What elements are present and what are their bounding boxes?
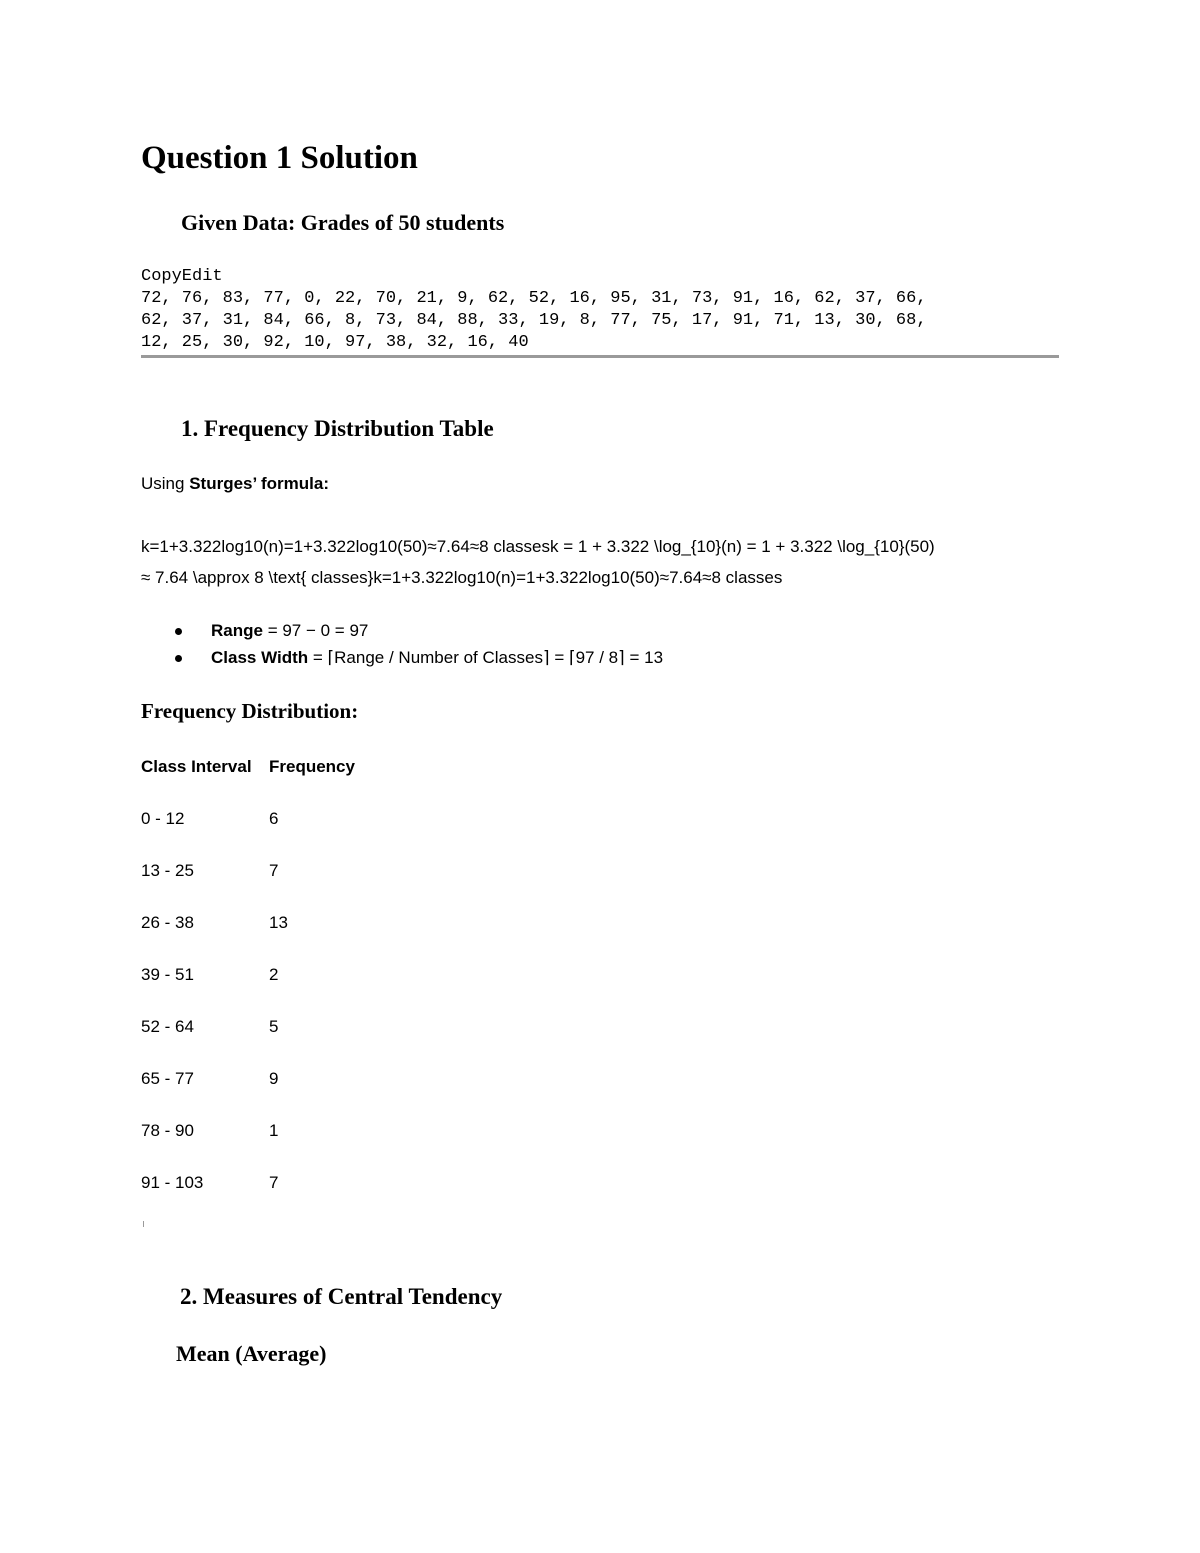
class-interval-cell: 26 - 38 bbox=[141, 913, 194, 932]
bullet-icon bbox=[175, 655, 182, 662]
bullet-icon bbox=[175, 628, 182, 635]
table-row bbox=[141, 1119, 355, 1171]
class-interval-cell: 65 - 77 bbox=[141, 1069, 194, 1088]
table-row bbox=[141, 859, 355, 911]
stray-mark bbox=[143, 1221, 144, 1227]
column-header-class-interval: Class Interval bbox=[141, 757, 252, 776]
formula-line-2: ≈ 7.64 \approx 8 \text{ classes}k=1+3.322log10(n)=1+3.322log10(50)≈7.64≈8 classes bbox=[141, 568, 783, 587]
range-item bbox=[141, 619, 663, 646]
class-interval-cell: 52 - 64 bbox=[141, 1017, 194, 1036]
table-row bbox=[141, 1015, 355, 1067]
copy-edit-label[interactable]: CopyEdit bbox=[141, 267, 223, 286]
section2-heading: 2. Measures of Central Tendency bbox=[180, 1284, 503, 1309]
data-line-2: 62, 37, 31, 84, 66, 8, 73, 84, 88, 33, 19, 8, 77, 75, 17, 91, 71, 13, 30, 68, bbox=[141, 311, 927, 330]
frequency-cell: 9 bbox=[269, 1069, 279, 1088]
frequency-cell: 2 bbox=[269, 965, 279, 984]
mean-subheading: Mean (Average) bbox=[176, 1341, 327, 1366]
range-label: Range bbox=[211, 621, 263, 640]
data-line-3: 12, 25, 30, 92, 10, 97, 38, 32, 16, 40 bbox=[141, 333, 529, 352]
formula-line-1: k=1+3.322log10(n)=1+3.322log10(50)≈7.64≈8 classesk = 1 + 3.322 \log_{10}(n) = 1 + 3.322 \log_{10}(50) bbox=[141, 537, 935, 556]
intro-prefix: Using bbox=[141, 474, 190, 493]
sturges-formula bbox=[141, 531, 1061, 593]
frequency-cell: 7 bbox=[269, 1173, 279, 1192]
sturges-intro bbox=[141, 474, 329, 494]
frequency-cell: 1 bbox=[269, 1121, 279, 1140]
frequency-cell: 6 bbox=[269, 809, 279, 828]
frequency-table bbox=[141, 755, 355, 1223]
class-width-text: = ⌈Range / Number of Classes⌉ = ⌈97 / 8⌉ = 13 bbox=[308, 648, 664, 667]
frequency-cell: 5 bbox=[269, 1017, 279, 1036]
column-header-frequency: Frequency bbox=[269, 757, 355, 776]
table-row bbox=[141, 807, 355, 859]
class-width-item bbox=[141, 646, 663, 673]
class-interval-cell: 0 - 12 bbox=[141, 809, 185, 828]
table-row bbox=[141, 1171, 355, 1223]
code-divider bbox=[141, 355, 1059, 358]
code-block bbox=[141, 266, 1059, 354]
table-row bbox=[141, 1067, 355, 1119]
range-text: = 97 − 0 = 97 bbox=[262, 621, 369, 640]
data-line-1: 72, 76, 83, 77, 0, 22, 70, 21, 9, 62, 52, 16, 95, 31, 73, 91, 16, 62, 37, 66, bbox=[141, 289, 927, 308]
intro-bold: Sturges’ formula bbox=[189, 474, 324, 493]
class-interval-cell: 39 - 51 bbox=[141, 965, 194, 984]
table-header-row bbox=[141, 755, 355, 807]
frequency-cell: 7 bbox=[269, 861, 279, 880]
class-width-label: Class Width bbox=[211, 648, 309, 667]
given-data-heading: Given Data: Grades of 50 students bbox=[181, 210, 505, 235]
table-row bbox=[141, 963, 355, 1015]
class-interval-cell: 78 - 90 bbox=[141, 1121, 194, 1140]
range-width-list bbox=[141, 619, 663, 673]
frequency-distribution-title: Frequency Distribution: bbox=[141, 699, 359, 723]
section1-heading: 1. Frequency Distribution Table bbox=[181, 416, 494, 441]
intro-suffix: : bbox=[323, 474, 329, 493]
frequency-cell: 13 bbox=[269, 913, 288, 932]
page-title: Question 1 Solution bbox=[141, 140, 418, 176]
class-interval-cell: 91 - 103 bbox=[141, 1173, 204, 1192]
class-interval-cell: 13 - 25 bbox=[141, 861, 194, 880]
table-row bbox=[141, 911, 355, 963]
